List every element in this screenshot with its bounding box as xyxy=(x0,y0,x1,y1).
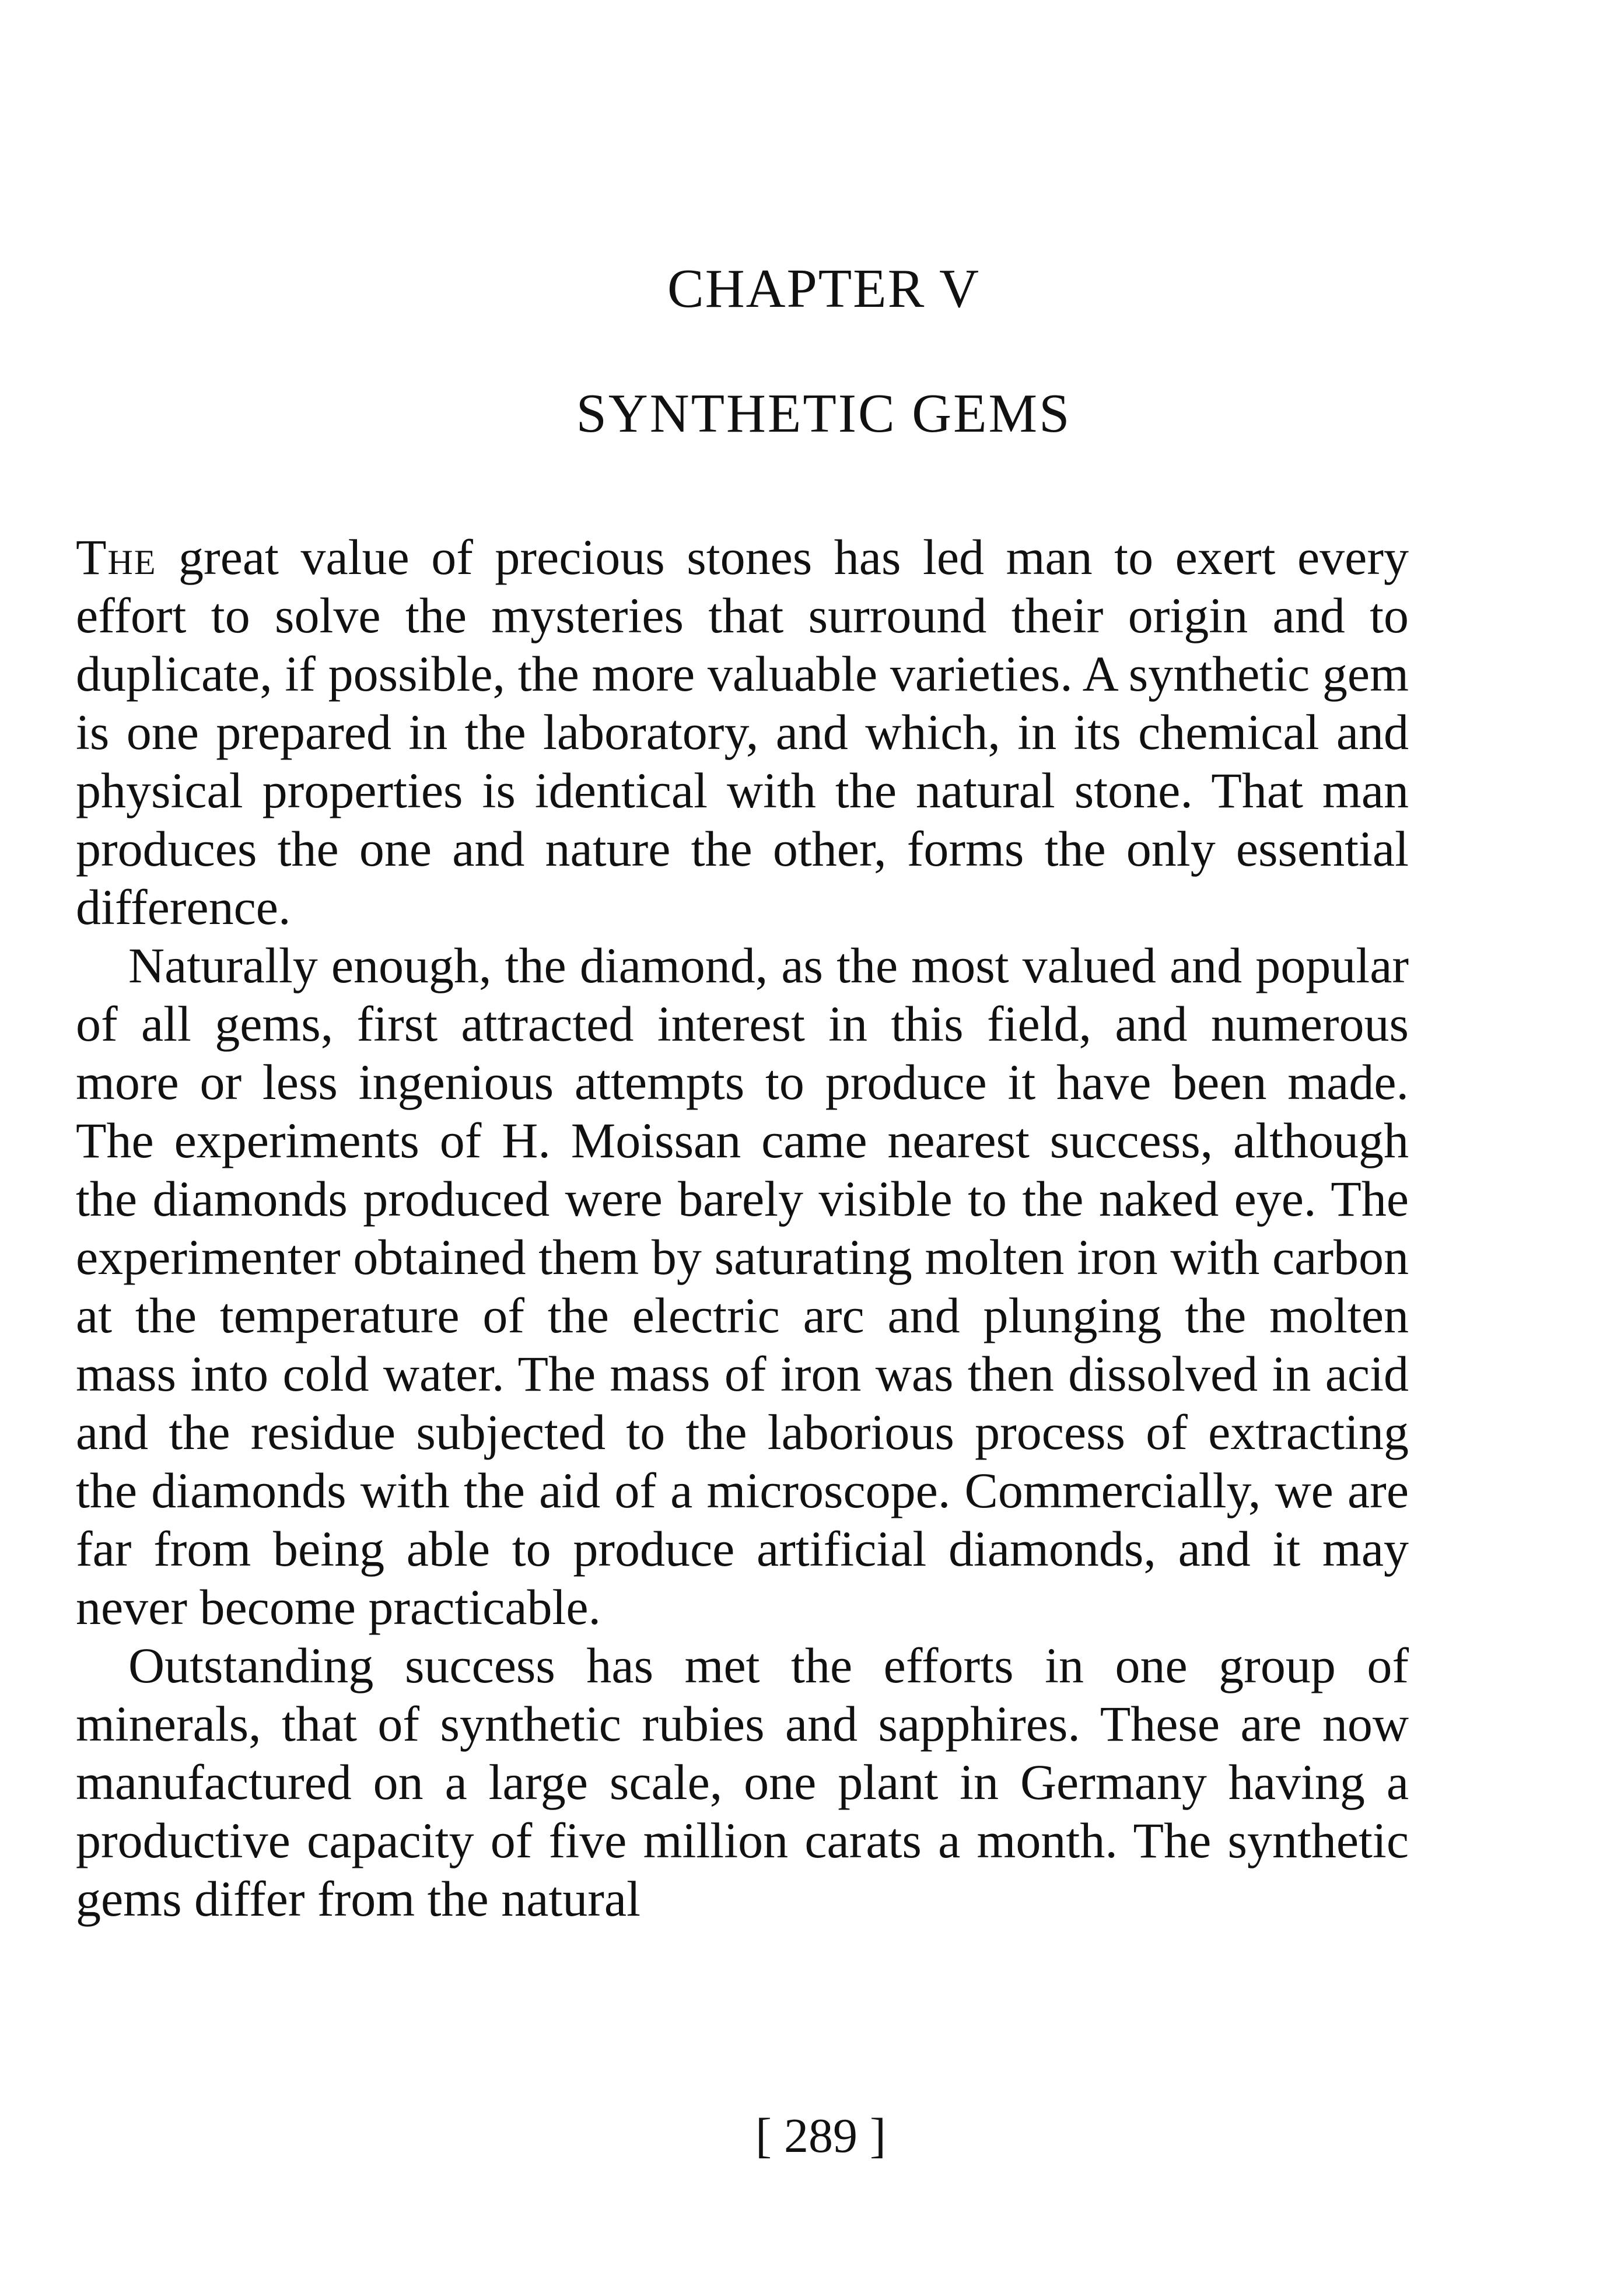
body-text xyxy=(76,528,1409,1928)
paragraph-1-text: great value of precious stones has led man to exert every effort to solve the mysteries that surround their origin and to duplicate, if possible, the more valuable varieties. A synthetic gem is one prepared in the laboratory, and which, in its chemical and physical properties is identical with the natural stone. That man produces the one and nature the other, forms the only essential difference. xyxy=(76,529,1409,935)
paragraph-1 xyxy=(76,528,1409,936)
chapter-label: CHAPTER V xyxy=(667,258,980,319)
page-number: [ 289 ] xyxy=(755,2109,886,2163)
paragraph-2: Naturally enough, the diamond, as the most valued and popular of all gems, first attracted interest in this field, and numerous more or less ingenious attempts to produce it have been made. The experiments of H. Moissan came nearest success, although the diamonds produced were barely visible to the naked eye. The experimenter obtained them by saturating molten iron with carbon at the temperature of the electric arc and plunging the molten mass into cold water. The mass of iron was then dissolved in acid and the residue subjected to the laborious process of extracting the diamonds with the aid of a microscope. Commercially, we are far from being able to produce artificial diamonds, and it may never become practicable. xyxy=(76,937,1409,1635)
chapter-title: SYNTHETIC GEMS xyxy=(576,383,1072,444)
lead-word: The xyxy=(76,529,157,585)
paragraph-3: Outstanding success has met the efforts in one group of minerals, that of synthetic rubies and sapphires. These are now manufactured on a large scale, one plant in Germany having a productive capacity of five million carats a month. The synthetic gems differ from the natural xyxy=(76,1637,1409,1927)
